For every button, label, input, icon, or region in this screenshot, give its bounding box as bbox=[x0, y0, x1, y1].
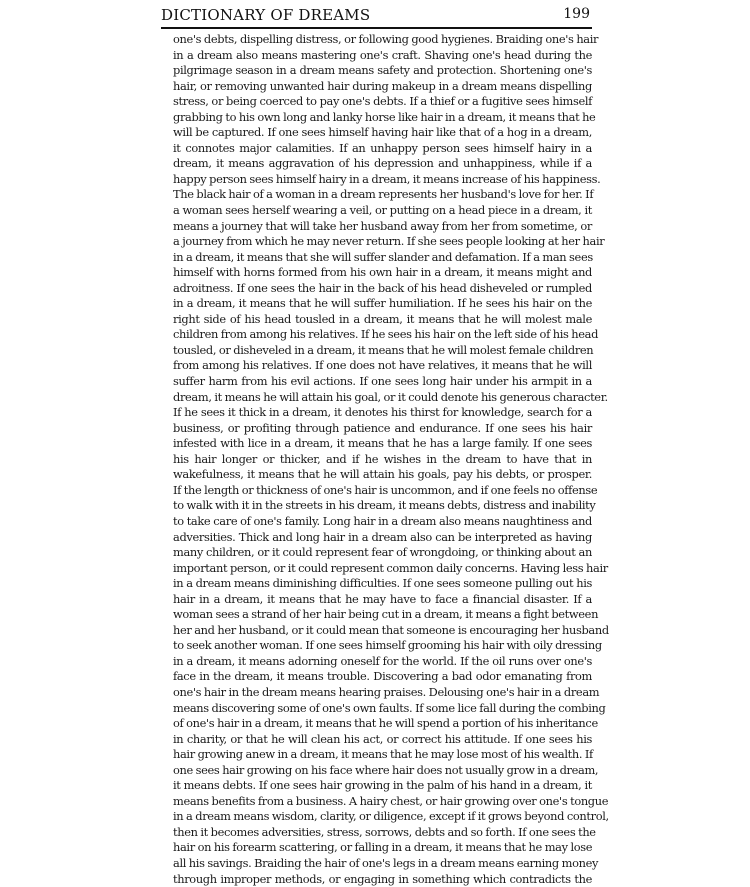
text-line: in a dream also means mastering one's craft. Shaving one's head during the bbox=[173, 47, 592, 62]
text-line: it means debts. If one sees hair growing in the palm of his hand in a dream, it bbox=[173, 778, 592, 793]
text-line: a woman sees herself wearing a veil, or putting on a head piece in a dream, it bbox=[173, 203, 592, 218]
text-line: one's debts, dispelling distress, or following good hygienes. Braiding one's hair bbox=[173, 32, 599, 46]
text-line: means discovering some of one's own faults. If some lice fall during the combing bbox=[173, 700, 606, 715]
text-line: wakefulness, it means that he will attain his goals, pay his debts, or prosper. bbox=[173, 467, 592, 482]
text-line: woman sees a strand of her hair being cut in a dream, it means a fight between bbox=[173, 607, 599, 622]
text-line: If he sees it thick in a dream, it denotes his thirst for knowledge, search for a bbox=[173, 405, 592, 420]
document-page bbox=[161, 0, 609, 886]
text-line: in charity, or that he will clean his act, or correct his attitude. If one sees his bbox=[173, 731, 592, 746]
text-line: many children, or it could represent fear of wrongdoing, or thinking about an bbox=[173, 545, 592, 560]
text-line: his hair longer or thicker, and if he wishes in the dream to have that in bbox=[173, 451, 592, 466]
text-line: right side of his head tousled in a dream, it means that he will molest male bbox=[173, 311, 592, 326]
running-header bbox=[161, 0, 592, 29]
text-line: infested with lice in a dream, it means that he has a large family. If one sees bbox=[173, 436, 592, 451]
text-line: will be captured. If one sees himself having hair like that of a hog in a dream, bbox=[173, 125, 592, 140]
text-line: himself with horns formed from his own hair in a dream, it means might and bbox=[173, 265, 592, 280]
text-line: If the length or thickness of one's hair is uncommon, and if one feels no offense bbox=[173, 482, 598, 497]
text-line: important person, or it could represent common daily concerns. Having less hair bbox=[173, 560, 608, 575]
text-line: all his savings. Braiding the hair of one's legs in a dream means earning money bbox=[173, 855, 599, 870]
text-line: one sees hair growing on his face where hair does not usually grow in a dream, bbox=[173, 762, 599, 777]
text-line: face in the dream, it means trouble. Discovering a bad odor emanating from bbox=[173, 669, 592, 684]
text-line: happy person sees himself hairy in a dream, it means increase of his happiness. bbox=[173, 171, 601, 186]
text-line: hair on his forearm scattering, or falling in a dream, it means that he may lose bbox=[173, 840, 593, 855]
text-line: it connotes major calamities. If an unhappy person sees himself hairy in a bbox=[173, 140, 592, 155]
text-line: in a dream, it means that she will suffer slander and defamation. If a man sees bbox=[173, 249, 593, 264]
text-line: pilgrimage season in a dream means safety and protection. Shortening one's bbox=[173, 63, 592, 78]
text-line: adversities. Thick and long hair in a dream also can be interpreted as having bbox=[173, 529, 592, 544]
text-line: a journey from which he may never return. If she sees people looking at her hair bbox=[173, 234, 605, 249]
body-text bbox=[173, 32, 609, 887]
text-line: children from among his relatives. If he sees his hair on the left side of his head bbox=[173, 327, 599, 342]
text-line: in a dream, it means adorning oneself for the world. If the oil runs over one's bbox=[173, 653, 592, 668]
text-line: in a dream, it means that he will suffer humiliation. If he sees his hair on the bbox=[173, 296, 592, 311]
text-line: hair growing anew in a dream, it means that he may lose most of his wealth. If bbox=[173, 747, 593, 762]
text-line: grabbing to his own long and lanky horse like hair in a dream, it means that he bbox=[173, 109, 596, 124]
text-line: The black hair of a woman in a dream represents her husband's love for her. If bbox=[173, 187, 594, 202]
text-line: tousled, or disheveled in a dream, it means that he will molest female children bbox=[173, 342, 594, 357]
text-line: stress, or being coerced to pay one's debts. If a thief or a fugitive sees himself bbox=[173, 94, 592, 109]
text-line: dream, it means he will attain his goal, or it could denote his generous character. bbox=[173, 389, 608, 404]
text-line: one's hair in the dream means hearing praises. Delousing one's hair in a dream bbox=[173, 684, 600, 699]
text-line: in a dream means diminishing difficulties. If one sees someone pulling out his bbox=[173, 576, 592, 591]
text-line: then it becomes adversities, stress, sorrows, debts and so forth. If one sees the bbox=[173, 824, 596, 839]
text-line: to seek another woman. If one sees himself grooming his hair with oily dressing bbox=[173, 638, 602, 653]
book-title: DICTIONARY OF DREAMS bbox=[161, 6, 371, 24]
text-line: adroitness. If one sees the hair in the back of his head disheveled or rumpled bbox=[173, 280, 592, 295]
text-line: her and her husband, or it could mean that someone is encouraging her husband bbox=[173, 622, 609, 637]
text-line: in a dream means wisdom, clarity, or diligence, except if it grows beyond control, bbox=[173, 809, 609, 824]
text-line: suffer harm from his evil actions. If one sees long hair under his armpit in a bbox=[173, 374, 592, 389]
text-line: dream, it means aggravation of his depression and unhappiness, while if a bbox=[173, 156, 592, 171]
text-line: of one's hair in a dream, it means that he will spend a portion of his inheritance bbox=[173, 716, 598, 731]
text-line: hair in a dream, it means that he may have to face a financial disaster. If a bbox=[173, 591, 592, 606]
text-line: hair, or removing unwanted hair during makeup in a dream means dispelling bbox=[173, 78, 592, 93]
text-line: business, or profiting through patience and endurance. If one sees his hair bbox=[173, 420, 592, 435]
text-line: to walk with it in the streets in his dream, it means debts, distress and inability bbox=[173, 498, 596, 513]
text-line: through improper methods, or engaging in something which contradicts the bbox=[173, 871, 592, 886]
text-line: means benefits from a business. A hairy chest, or hair growing over one's tongue bbox=[173, 793, 609, 808]
page-number: 199 bbox=[563, 6, 590, 22]
text-line: to take care of one's family. Long hair in a dream also means naughtiness and bbox=[173, 513, 592, 528]
text-line: from among his relatives. If one does not have relatives, it means that he will bbox=[173, 358, 592, 373]
text-line: means a journey that will take her husband away from her from sometime, or bbox=[173, 218, 592, 233]
